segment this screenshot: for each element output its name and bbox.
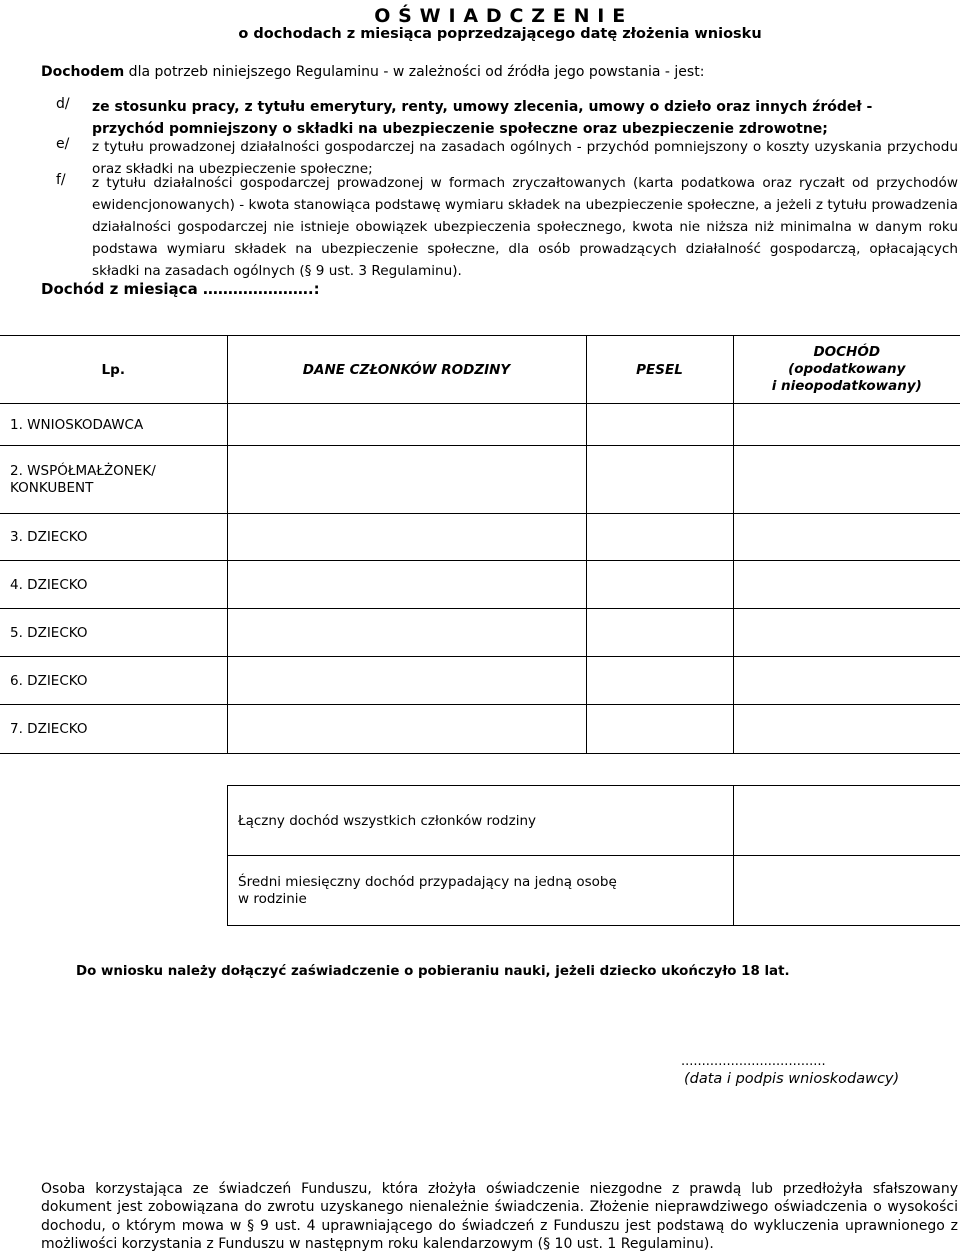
name-cell[interactable] bbox=[227, 404, 586, 446]
header-income-line1: DOCHÓD bbox=[813, 344, 881, 360]
pesel-cell[interactable] bbox=[586, 705, 733, 754]
pesel-cell[interactable] bbox=[586, 446, 733, 514]
summary-average-label bbox=[228, 856, 734, 926]
table-row bbox=[0, 705, 960, 754]
pesel-cell[interactable] bbox=[586, 561, 733, 609]
item-f-mark: f/ bbox=[56, 172, 66, 188]
document-title: O Ś W I A D C Z E N I E bbox=[374, 5, 626, 27]
family-income-table bbox=[0, 335, 960, 754]
signature-dots: ................................... bbox=[681, 1054, 826, 1069]
income-cell[interactable] bbox=[733, 514, 960, 561]
header-income-line3: i nieopodatkowany) bbox=[771, 378, 922, 394]
income-month-line: Dochód z miesiąca ………………….: bbox=[41, 280, 320, 298]
item-e-text: z tytułu prowadzonej działalności gospodarczej na zasadach ogólnych - przychód pomniejszony o koszty uzyskania przychodu oraz składki na ubezpieczenie społeczne; bbox=[92, 139, 958, 177]
header-income bbox=[733, 336, 960, 404]
pesel-cell[interactable] bbox=[586, 657, 733, 705]
footer-warning: Osoba korzystająca ze świadczeń Funduszu, która złożyła oświadczenie niezgodne z prawdą lub przedłożyła sfałszowany dokument jest zobowiązana do zwrotu uzyskanego nienależnie świadczenia. Złożenie nieprawdziwego oświadczenia o wysokości dochodu, o którym mowa w § 9 ust. 4 uprawniającego do świadczeń z Funduszu jest podstawą do wykluczenia uprawnionego z możliwości korzystania z Funduszu w następnym roku kalendarzowym (§ 10 ust. 1 Regulaminu). bbox=[41, 1181, 958, 1253]
pesel-cell[interactable] bbox=[586, 514, 733, 561]
intro-bold: Dochodem bbox=[41, 64, 125, 80]
table-row bbox=[0, 514, 960, 561]
name-cell[interactable] bbox=[227, 657, 586, 705]
table-row bbox=[0, 609, 960, 657]
header-family-members: DANE CZŁONKÓW RODZINY bbox=[227, 336, 586, 404]
item-f-text: z tytułu działalności gospodarczej prowadzonej w formach zryczałtowanych (karta podatkowa oraz ryczałt od przychodów ewidencjonowanych) - kwota stanowiąca podstawę wymiaru składek na ubezpieczenie społeczne, a jeżeli z tytułu prowadzenia działalności gospodarczej nie istnieje obowiązek ubezpieczenia społecznego, kwota nie niższa niż minimalna w danym roku podstawa wymiaru składek na ubezpieczenie społeczne, dla osób prowadzących działalność gospodarczą, opłacających składki na zasadach ogólnych (§ 9 ust. 3 Regulaminu). bbox=[92, 175, 958, 279]
summary-average-row bbox=[228, 856, 960, 926]
summary-average-value[interactable] bbox=[734, 856, 960, 926]
table-row bbox=[0, 404, 960, 446]
attachment-note: Do wniosku należy dołączyć zaświadczenie o pobieraniu nauki, jeżeli dziecko ukończyło 18 lat. bbox=[76, 964, 790, 979]
income-cell[interactable] bbox=[733, 705, 960, 754]
summary-total-row bbox=[228, 786, 960, 856]
row-label: 5. DZIECKO bbox=[0, 609, 227, 657]
row-label-line1: 2. WSPÓŁMAŁŻONEK/ bbox=[10, 462, 156, 479]
row-label-line2: KONKUBENT bbox=[10, 479, 94, 496]
pesel-cell[interactable] bbox=[586, 404, 733, 446]
income-cell[interactable] bbox=[733, 561, 960, 609]
table-row bbox=[0, 561, 960, 609]
table-row bbox=[0, 657, 960, 705]
item-d-line1: ze stosunku pracy, z tytułu emerytury, renty, umowy zlecenia, umowy o dzieło oraz innych źródeł - bbox=[92, 99, 873, 115]
intro-text bbox=[41, 64, 704, 80]
summary-total-value[interactable] bbox=[734, 786, 960, 856]
name-cell[interactable] bbox=[227, 609, 586, 657]
summary-average-line1: Średni miesięczny dochód przypadający na jedną osobę bbox=[238, 873, 617, 890]
name-cell[interactable] bbox=[227, 446, 586, 514]
income-cell[interactable] bbox=[733, 404, 960, 446]
header-income-line2: (opodatkowany bbox=[788, 361, 906, 377]
row-label bbox=[0, 446, 227, 514]
row-label: 6. DZIECKO bbox=[0, 657, 227, 705]
item-d-mark: d/ bbox=[56, 96, 70, 112]
intro-rest: dla potrzeb niniejszego Regulaminu - w zależności od źródła jego powstania - jest: bbox=[124, 64, 705, 80]
table-header-row bbox=[0, 336, 960, 404]
name-cell[interactable] bbox=[227, 514, 586, 561]
summary-total-label: Łączny dochód wszystkich członków rodziny bbox=[228, 786, 734, 856]
signature-label: (data i podpis wnioskodawcy) bbox=[684, 1071, 900, 1087]
item-e-mark: e/ bbox=[56, 136, 70, 152]
header-pesel: PESEL bbox=[586, 336, 733, 404]
row-label: 4. DZIECKO bbox=[0, 561, 227, 609]
document-subtitle: o dochodach z miesiąca poprzedzającego datę złożenia wniosku bbox=[238, 26, 762, 42]
row-label: 3. DZIECKO bbox=[0, 514, 227, 561]
income-cell[interactable] bbox=[733, 446, 960, 514]
summary-average-line2: w rodzinie bbox=[238, 890, 307, 907]
pesel-cell[interactable] bbox=[586, 609, 733, 657]
row-label: 1. WNIOSKODAWCA bbox=[0, 404, 227, 446]
table-row bbox=[0, 446, 960, 514]
name-cell[interactable] bbox=[227, 561, 586, 609]
income-cell[interactable] bbox=[733, 657, 960, 705]
header-lp: Lp. bbox=[0, 336, 227, 404]
row-label: 7. DZIECKO bbox=[0, 705, 227, 754]
income-cell[interactable] bbox=[733, 609, 960, 657]
summary-table bbox=[227, 785, 960, 926]
name-cell[interactable] bbox=[227, 705, 586, 754]
item-d-line2: przychód pomniejszony o składki na ubezpieczenie społeczne oraz ubezpieczenie zdrowotne; bbox=[92, 121, 828, 137]
